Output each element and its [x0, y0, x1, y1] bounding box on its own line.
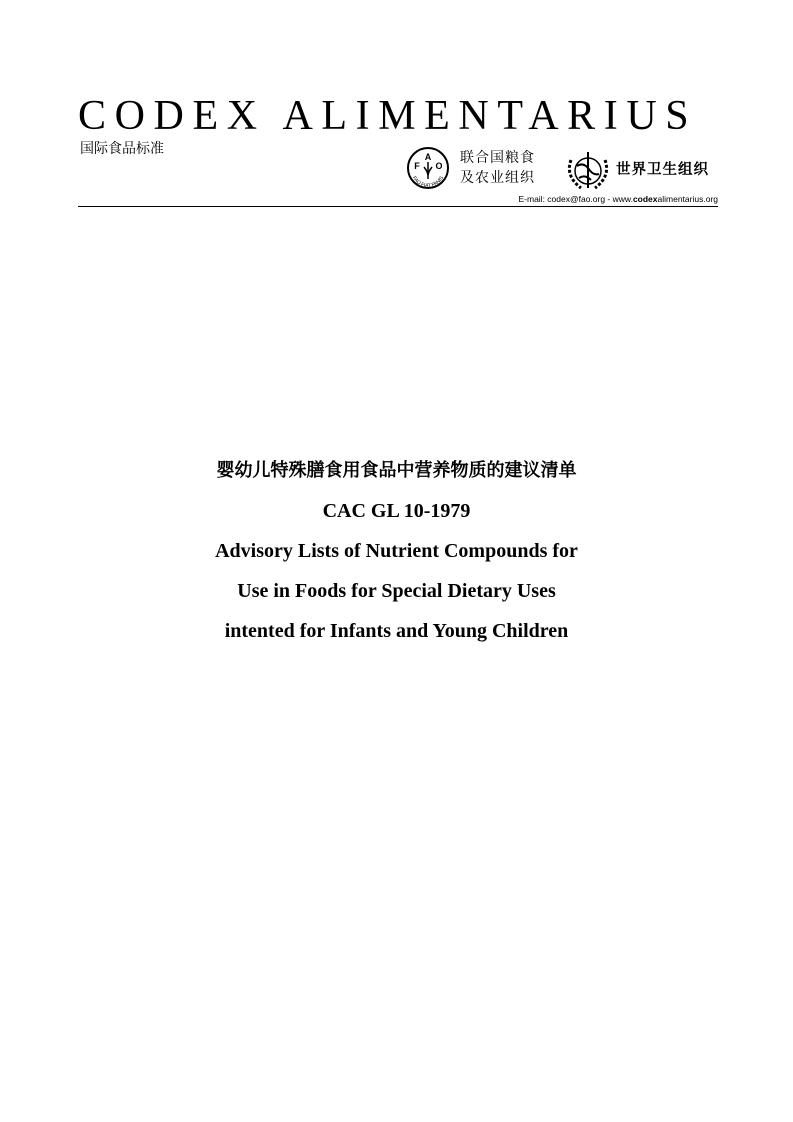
title-chinese: 婴幼儿特殊膳食用食品中营养物质的建议清单	[216, 460, 577, 481]
fao-logo-motto: FAO FIAT PANIS	[410, 175, 446, 190]
fao-name-line2: 及农业组织	[460, 170, 535, 186]
title-english-line3: intented for Infants and Young Children	[224, 620, 569, 642]
title-english-line1: Advisory Lists of Nutrient Compounds for	[215, 540, 578, 562]
email-bold: codex	[632, 194, 658, 204]
fao-name	[460, 148, 535, 188]
document-titles	[0, 458, 793, 658]
header-divider	[78, 206, 718, 207]
who-name: 世界卫生组织	[616, 162, 709, 178]
svg-text:O: O	[435, 161, 443, 171]
fao-logo-icon	[406, 146, 450, 190]
contact-line	[518, 194, 718, 204]
svg-text:F: F	[414, 161, 420, 171]
who-logo-icon	[563, 148, 613, 192]
fao-name-line1: 联合国粮食	[460, 150, 535, 166]
title-english-line2: Use in Foods for Special Dietary Uses	[237, 580, 556, 602]
document-code: CAC GL 10-1979	[322, 500, 471, 522]
codex-subtitle: 国际食品标准	[80, 141, 164, 157]
svg-text:A: A	[424, 152, 432, 162]
email-suffix: alimentarius.org	[657, 194, 718, 204]
email-prefix: E-mail: codex@fao.org - www.	[518, 194, 633, 204]
codex-title: CODEX ALIMENTARIUS	[78, 93, 698, 139]
